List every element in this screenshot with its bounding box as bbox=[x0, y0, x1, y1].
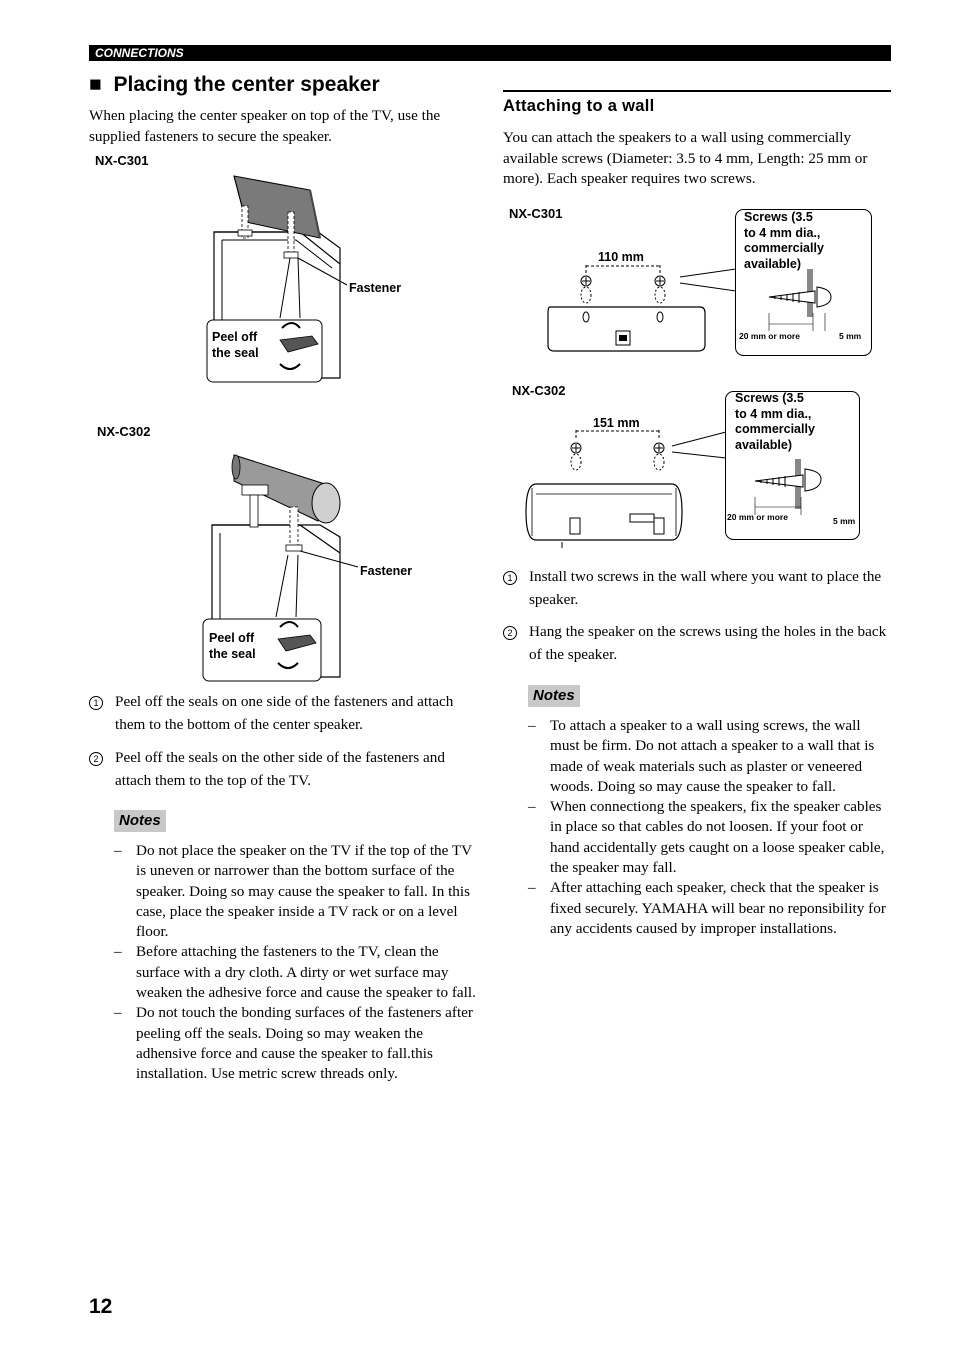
step-text: Peel off the seals on the other side of the fasteners and attach them to the top of the TV. bbox=[115, 749, 445, 789]
wall-fig2-model-label: NX-C302 bbox=[512, 383, 566, 398]
section-title bbox=[89, 73, 380, 97]
heading-marker: ■ bbox=[89, 73, 102, 96]
left-notes-list bbox=[114, 841, 480, 1085]
right-notes-badge: Notes bbox=[528, 685, 580, 707]
fig1-model-label: NX-C301 bbox=[95, 153, 149, 168]
section-header: CONNECTIONS bbox=[89, 45, 891, 61]
fig1-peel-line1: Peel off bbox=[212, 330, 258, 344]
left-intro: When placing the center speaker on top of the TV, use the supplied fasteners to secure the speaker. bbox=[89, 107, 441, 145]
step-text: Hang the speaker on the screws using the holes in the back of the speaker. bbox=[529, 623, 887, 663]
fig2-fastener-label: Fastener bbox=[360, 564, 413, 578]
screws-line: to 4 mm dia., bbox=[735, 406, 812, 421]
note-item: – To attach a speaker to a wall using screws, the wall must be firm. Do not attach a speaker to a wall that is made of weak materials such as plaster or veneered woods. Doing so may cause the speaker to fall. bbox=[528, 716, 890, 797]
right-step-1 bbox=[503, 566, 893, 611]
note-item: – Before attaching the fasteners to the TV, clean the surface with a dry cloth. A dirty or wet surface may weaken the adhesive force and cause the speaker to fall. bbox=[114, 942, 480, 1003]
heading-text: Placing the center speaker bbox=[113, 73, 380, 96]
right-notes-list bbox=[528, 716, 890, 939]
wall-fig2-speaker-illustration bbox=[522, 430, 732, 548]
step-text: Peel off the seals on one side of the fasteners and attach them to the bottom of the center speaker. bbox=[115, 693, 454, 733]
right-steps bbox=[503, 566, 893, 666]
screws-line: commercially bbox=[735, 422, 815, 436]
note-item: – Do not place the speaker on the TV if the top of the TV is uneven or narrower than the bottom surface of the speaker. Doing so may cause the speaker to fall. In this case, place the speaker inside a TV rack or on a level floor. bbox=[114, 841, 480, 942]
step-text: Install two screws in the wall where you want to place the speaker. bbox=[529, 568, 882, 608]
screws-line: Screws (3.5 bbox=[735, 391, 804, 405]
wall-fig1-speaker-illustration bbox=[540, 265, 740, 360]
note-item: – When connectiong the speakers, fix the speaker cables in place so that cables do not loosen. If your foot or hand accidentally gets caught on a loose speaker cable, the speaker may fall. bbox=[528, 797, 890, 878]
right-step-2 bbox=[503, 621, 893, 666]
left-step-1 bbox=[89, 691, 479, 736]
step-number: 2 bbox=[503, 626, 517, 640]
wall-fig1-screws-label bbox=[744, 210, 824, 272]
left-step-2 bbox=[89, 747, 479, 792]
wall-fig2-screws-label bbox=[735, 391, 815, 453]
wall-fig1-spacing-label: 110 mm bbox=[598, 250, 644, 264]
wall-fig2-spacing-label: 151 mm bbox=[593, 416, 640, 430]
page-number: 12 bbox=[89, 1295, 113, 1318]
wall-fig2-gap-label: 5 mm bbox=[833, 516, 856, 526]
screws-line: available) bbox=[744, 256, 801, 271]
left-notes-badge: Notes bbox=[114, 810, 166, 832]
fig2-peel-label bbox=[209, 631, 256, 662]
wall-fig1-model-label: NX-C301 bbox=[509, 206, 563, 221]
fig2-peel-line2: the seal bbox=[209, 646, 256, 661]
wall-fig2-length-label: 20 mm or more bbox=[727, 512, 788, 522]
right-intro: You can attach the speakers to a wall using commercially available screws (Diameter: 3.5 to 4 mm, Length: 25 mm or more). Each speaker requires two screws. bbox=[503, 129, 868, 187]
fig1-fastener-label: Fastener bbox=[349, 281, 402, 295]
step-number: 1 bbox=[503, 571, 517, 585]
screws-line: to 4 mm dia., bbox=[744, 225, 821, 240]
fig1-peel-label bbox=[212, 330, 259, 361]
fig2-model-label: NX-C302 bbox=[97, 424, 151, 439]
step-number: 1 bbox=[89, 696, 103, 710]
screws-line: available) bbox=[735, 437, 792, 452]
wall-fig1-length-label: 20 mm or more bbox=[739, 331, 800, 341]
note-item: – After attaching each speaker, check that the speaker is fixed securely. YAMAHA will bear no reponsibility for any accidents caused by improper installations. bbox=[528, 878, 890, 939]
note-item: – Do not touch the bonding surfaces of the fasteners after peeling off the seals. Doing so may weaken the adhensive force and cause the speaker to fall.this installation. Use metric screw threads only. bbox=[114, 1003, 480, 1084]
fig2-peel-line1: Peel off bbox=[209, 631, 255, 645]
step-number: 2 bbox=[89, 752, 103, 766]
screws-line: commercially bbox=[744, 241, 824, 255]
right-section-title: Attaching to a wall bbox=[503, 97, 655, 115]
wall-fig1-gap-label: 5 mm bbox=[839, 331, 862, 341]
left-steps bbox=[89, 691, 479, 792]
fig1-peel-line2: the seal bbox=[212, 345, 259, 360]
right-heading-rule bbox=[503, 90, 891, 92]
screws-line: Screws (3.5 bbox=[744, 210, 813, 224]
